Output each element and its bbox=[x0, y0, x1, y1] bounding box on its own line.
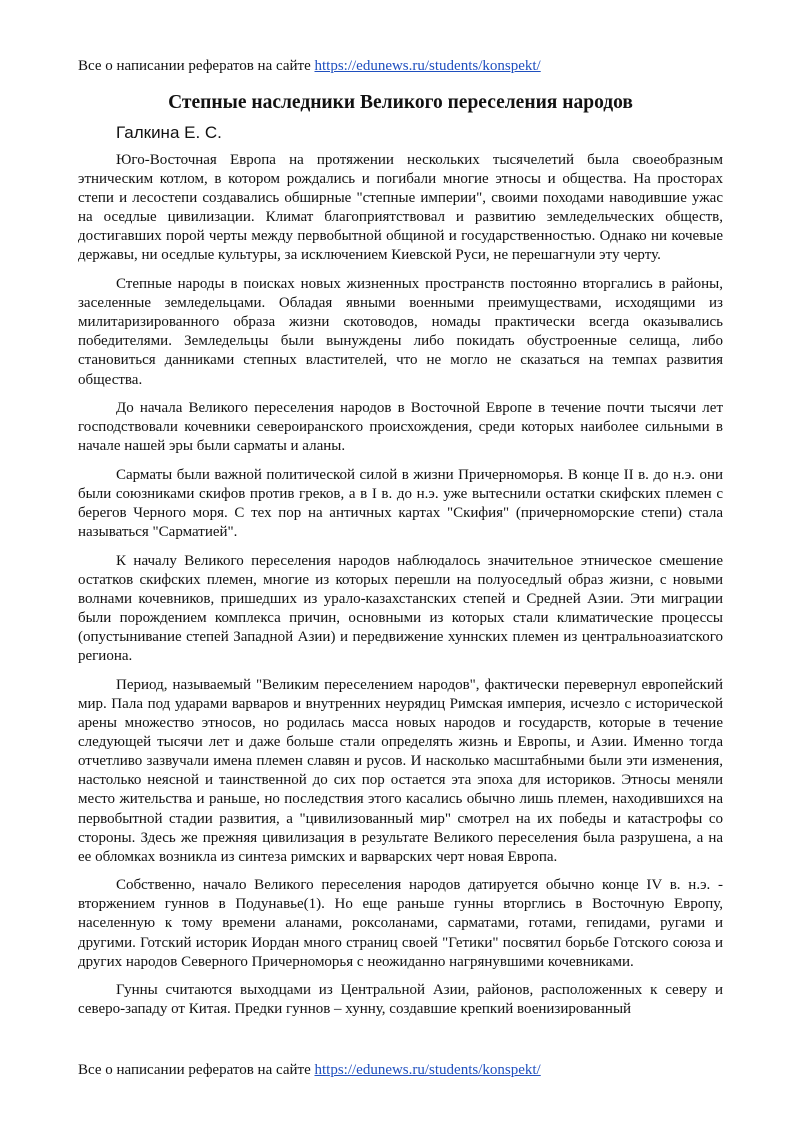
footer-link[interactable]: https://edunews.ru/students/konspekt/ bbox=[314, 1062, 541, 1078]
paragraph-2: Степные народы в поисках новых жизненных пространств постоянно вторгались в районы, заселенные земледельцами. Обладая явными военными преимуществами, исходящими из милитаризированного образа жизни скотоводов, номады практически всегда оказывались победителями. Земледельцы были вынуждены либо покидать обустроенные селища, либо становиться данниками степных властителей, что не могло не сказаться на темпах развития общества. bbox=[78, 276, 723, 388]
page-footer bbox=[78, 1060, 541, 1080]
paragraph-1: Юго-Восточная Европа на протяжении нескольких тысячелетий была своеобразным этническим котлом, в котором рождались и погибали многие этносы и общества. На просторах степи и лесостепи создавались обширные "степные империи", своими походами наводившие ужас на оседлые цивилизации. Климат благоприятствовал и развитию земледельческих обществ, достигавших порой черты между первобытной общиной и государственностью. Однако ни кочевые державы, ни оседлые культуры, за исключением Киевской Руси, не перешагнули эту черту. bbox=[78, 152, 723, 264]
paragraph-7: Собственно, начало Великого переселения народов датируется обычно конце IV в. н.э. - вторжением гуннов в Подунавье(1). Но еще раньше гунны вторглись в Восточную Европу, населенную к тому времени аланами, роксоланами, сарматами, готами, гепидами, ругами и другими. Готский историк Иордан много страниц своей "Гетики" посвятил борьбе Готского союза и других народов Северного Причерноморья с неожиданно нагрянувшими кочевниками. bbox=[78, 877, 723, 970]
document-body bbox=[78, 151, 723, 1029]
paragraph-8: Гунны считаются выходцами из Центральной Азии, районов, расположенных к северу и северо-западу от Китая. Предки гуннов – хунну, создавшие крепкий военизированный bbox=[78, 982, 723, 1018]
footer-prefix: Все о написании рефератов на сайте bbox=[78, 1062, 315, 1078]
paragraph-4: Сарматы были важной политической силой в жизни Причерноморья. В конце II в. до н.э. они были союзниками скифов против греков, а в I в. до н.э. уже вытеснили остатки скифских племен с берегов Черного моря. С тех пор на античных картах "Скифия" (причерноморские степи) стала называться "Сарматией". bbox=[78, 466, 723, 541]
paragraph-3: До начала Великого переселения народов в Восточной Европе в течение почти тысячи лет господствовали кочевники североиранского происхождения, среди которых наиболее сильными в начале нашей эры были сарматы и аланы. bbox=[78, 400, 723, 455]
document-title: Степные наследники Великого переселения народов bbox=[168, 92, 633, 113]
header-link[interactable]: https://edunews.ru/students/konspekt/ bbox=[314, 58, 541, 74]
header-prefix: Все о написании рефератов на сайте bbox=[78, 58, 315, 74]
page-header bbox=[78, 56, 541, 76]
paragraph-5: К началу Великого переселения народов наблюдалось значительное этническое смешение остатков скифских племен, многие из которых перешли на полуоседлый образ жизни, с новыми волнами кочевников, пришедших из урало-казахстанских степей и Средней Азии. Эти миграции были порождением комплекса причин, основными из которых стали климатические процессы (опустынивание степей Западной Азии) и передвижение хуннских племен из центральноазиатского региона. bbox=[78, 552, 723, 665]
paragraph-6: Период, называемый "Великим переселением народов", фактически перевернул европейский мир. Пала под ударами варваров и внутренних неурядиц Римская империя, исчезло с исторической арены множество этносов, но родилась масса новых народов и государств, которые в течение следующей тысячи лет и даже больше стали определять жизнь и Европы, и Азии. Именно тогда отчетливо зазвучали имена племен славян и русов. И насколько масштабными были эти изменения, настолько неясной и таинственной до сих пор остается эта эпоха для историков. Этносы меняли место жительства и раньше, но последствия этого касались обычно лишь племен, находившихся на первобытной стадии развития, а "цивилизованный мир" смотрел на их победы и катастрофы со стороны. Здесь же прежняя цивилизация в результате Великого переселения была разрушена, а на ее обломках возникла из синтеза римских и варварских черт новая Европа. bbox=[78, 676, 723, 865]
document-author: Галкина Е. С. bbox=[116, 123, 222, 142]
